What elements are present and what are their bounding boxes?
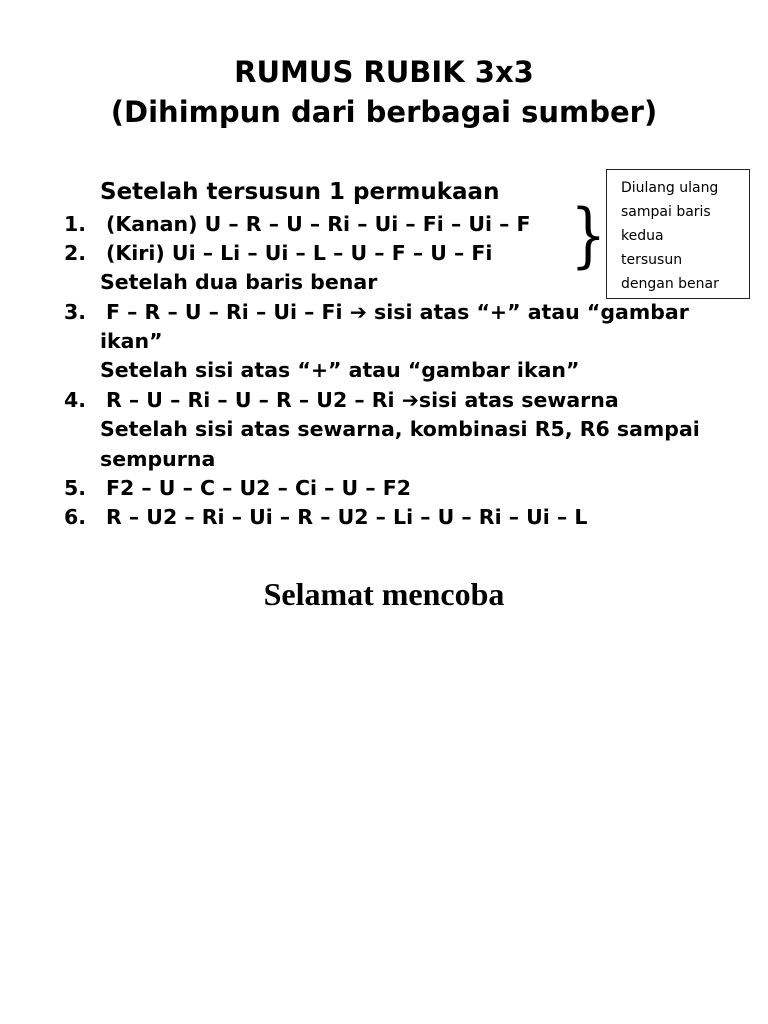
- arrow-right-icon: ➔: [349, 300, 367, 324]
- page-title-line1: RUMUS RUBIK 3x3: [234, 55, 534, 89]
- step-2-text: (Kiri) Ui – Li – Ui – L – U – F – U – Fi: [106, 241, 493, 265]
- step-4-result: sisi atas sewarna: [418, 388, 619, 412]
- brace-symbol: }: [570, 194, 607, 276]
- step-5-number: 5.: [64, 476, 87, 500]
- note-line-5: dengan benar: [621, 276, 719, 292]
- step-4-moves: R – U – Ri – U – R – U2 – Ri: [106, 388, 395, 412]
- note-line-4: tersusun: [621, 252, 683, 268]
- section-heading-4-continued: sempurna: [100, 447, 216, 471]
- step-6-number: 6.: [64, 505, 87, 529]
- section-heading-3: Setelah sisi atas “+” atau “gambar ikan”: [100, 358, 580, 382]
- note-line-2: sampai baris: [621, 204, 711, 220]
- note-box: [606, 169, 750, 299]
- note-line-3: kedua: [621, 228, 664, 244]
- page-title-line2: (Dihimpun dari berbagai sumber): [110, 95, 658, 129]
- step-1-text: (Kanan) U – R – U – Ri – Ui – Fi – Ui – F: [106, 212, 531, 236]
- step-2-number: 2.: [64, 241, 87, 265]
- step-3-moves: F – R – U – Ri – Ui – Fi: [106, 300, 343, 324]
- step-3-number: 3.: [64, 300, 87, 324]
- arrow-right-icon: ➔: [401, 388, 419, 412]
- step-5-text: F2 – U – C – U2 – Ci – U – F2: [106, 476, 411, 500]
- section-heading-4: Setelah sisi atas sewarna, kombinasi R5, R6 sampai: [100, 417, 700, 441]
- closing-message: Selamat mencoba: [263, 576, 505, 612]
- step-1-number: 1.: [64, 212, 87, 236]
- step-6-text: R – U2 – Ri – Ui – R – U2 – Li – U – Ri – Ui – L: [106, 505, 588, 529]
- section-heading-2: Setelah dua baris benar: [100, 270, 378, 294]
- section-heading-1: Setelah tersusun 1 permukaan: [100, 179, 500, 205]
- step-3-result: sisi atas “+” atau “gambar: [366, 300, 689, 324]
- step-4-number: 4.: [64, 388, 87, 412]
- note-line-1: Diulang ulang: [621, 180, 719, 196]
- step-3-continued: ikan”: [100, 329, 163, 353]
